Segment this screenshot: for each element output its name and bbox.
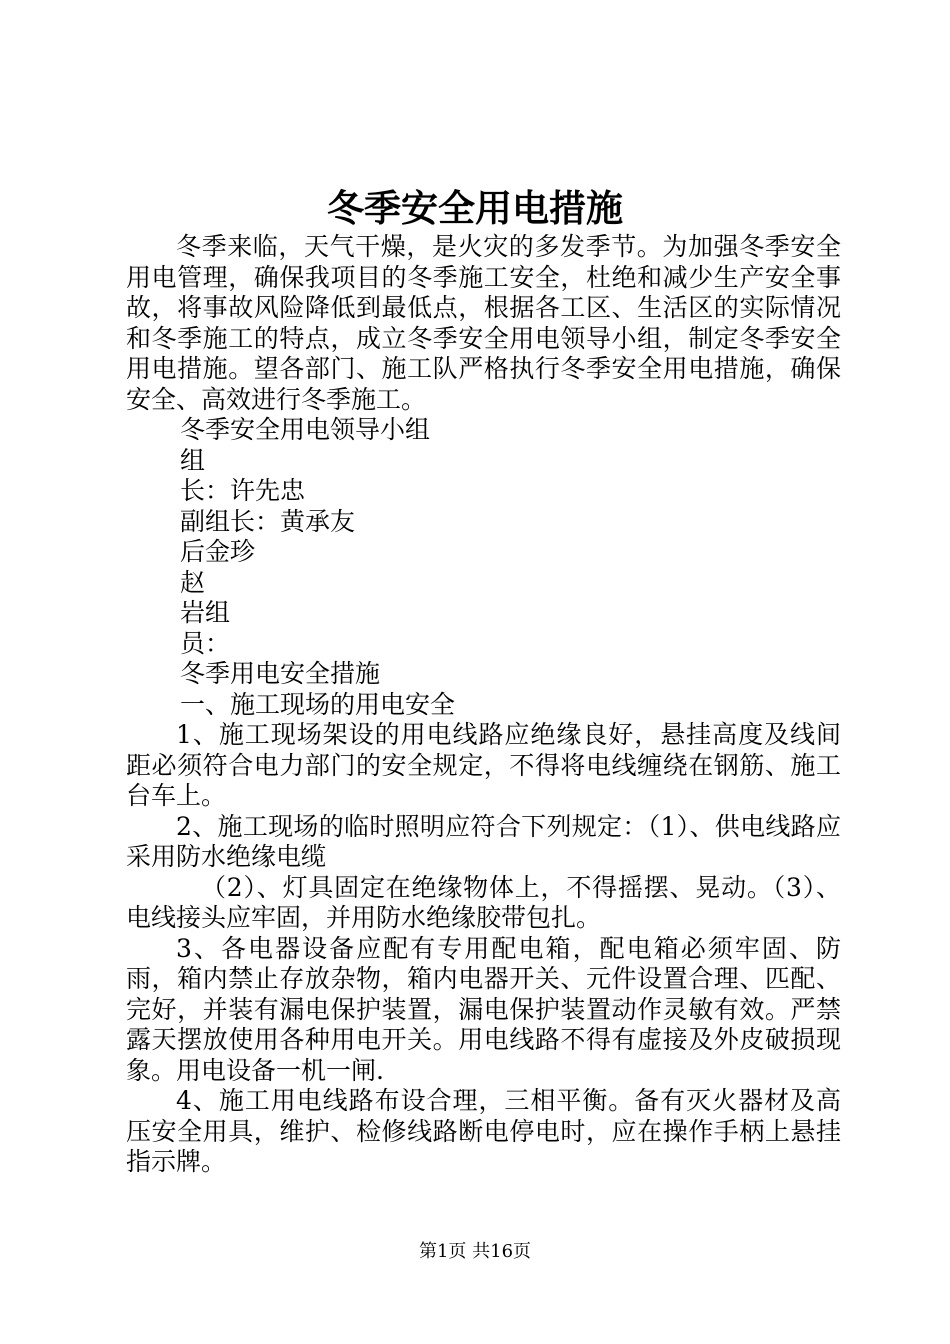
item-4-paragraph: 4、施工用电线路布设合理，三相平衡。备有灭火器材及高压安全用具，维护、检修线路断电停电时，应在操作手柄上悬挂指示牌。: [126, 1086, 841, 1176]
group-line-6: 岩组: [180, 598, 231, 627]
group-line-7: 员：: [180, 628, 231, 658]
page-footer: 第1页 共16页: [418, 1241, 532, 1262]
item-2-paragraph: 2、施工现场的临时照明应符合下列规定：（1）、供电线路应采用防水绝缘电缆: [126, 811, 841, 871]
measures-heading: 冬季用电安全措施: [180, 659, 381, 688]
item-3-paragraph: 3、各电器设备应配有专用配电箱，配电箱必须牢固、防雨，箱内禁止存放杂物，箱内电器开关、元件设置合理、匹配、完好，并装有漏电保护装置，漏电保护装置动作灵敏有效。严禁露天摆放使用各种用电开关。用电线路不得有虚接及外皮破损现象。用电设备一机一闸.: [126, 933, 841, 1085]
item-2-sub-paragraph: （2）、灯具固定在绝缘物体上，不得摇摆、晃动。（3）、电线接头应牢固，并用防水绝缘胶带包扎。: [126, 872, 841, 932]
group-line-3: 副组长：黄承友: [180, 506, 356, 536]
section-1-heading: 一、施工现场的用电安全: [180, 689, 456, 719]
page-title: 冬季安全用电措施: [327, 186, 623, 230]
intro-paragraph: 冬季来临，天气干燥，是火灾的多发季节。为加强冬季安全用电管理，确保我项目的冬季施工安全，杜绝和减少生产安全事故，将事故风险降低到最低点，根据各工区、生活区的实际情况和冬季施工的特点，成立冬季安全用电领导小组，制定冬季安全用电措施。望各部门、施工队严格执行冬季安全用电措施，确保安全、高效进行冬季施工。: [126, 232, 841, 414]
group-line-2: 长：许先忠: [180, 476, 306, 505]
item-1-paragraph: 1、施工现场架设的用电线路应绝缘良好，悬挂高度及线间距必须符合电力部门的安全规定，不得将电线缠绕在钢筋、施工台车上。: [126, 720, 841, 810]
group-line-1: 组: [180, 445, 206, 475]
document-body: [126, 232, 841, 1178]
group-line-5: 赵: [180, 567, 206, 597]
group-line-4: 后金珍: [180, 537, 256, 566]
group-heading: 冬季安全用电领导小组: [180, 415, 431, 444]
